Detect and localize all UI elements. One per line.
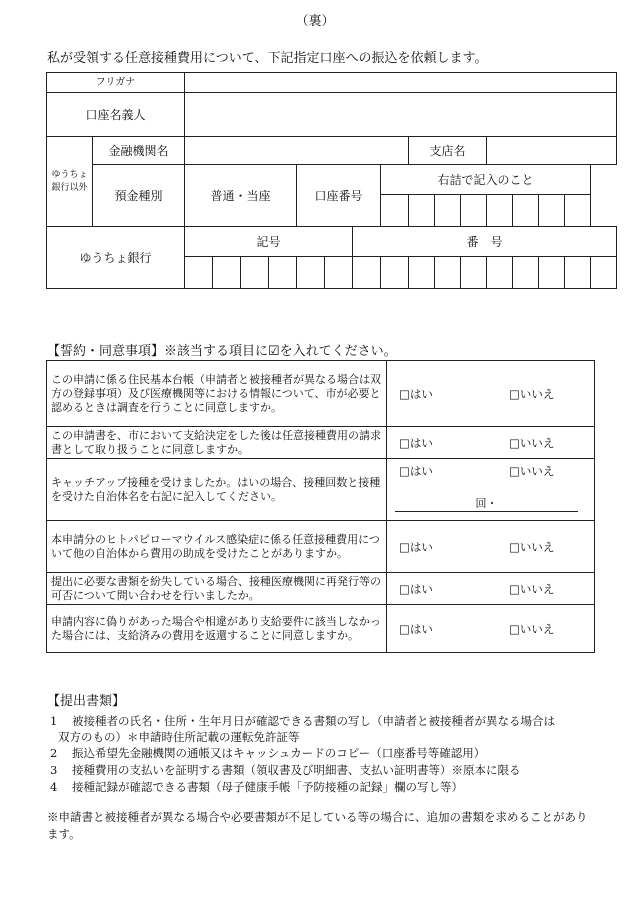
consent-5-no-checkbox[interactable]: □いいえ: [509, 581, 555, 596]
number-digit-9[interactable]: [565, 257, 591, 289]
deposit-type-value[interactable]: 普通・当座: [185, 165, 297, 227]
account-number-digit-2[interactable]: [409, 195, 435, 227]
account-number-digit-5[interactable]: [487, 195, 513, 227]
consent-options-5: [387, 573, 595, 605]
consent-3-no-checkbox[interactable]: □いいえ: [509, 464, 555, 478]
financial-institution-input[interactable]: [185, 137, 409, 165]
symbol-digit-6[interactable]: [325, 257, 353, 289]
account-number-label: 口座番号: [297, 165, 381, 227]
account-number-digit-6[interactable]: [513, 195, 539, 227]
document-item-1: [50, 713, 555, 729]
page-side-label: （裏）: [295, 14, 335, 29]
account-number-digit-1[interactable]: [381, 195, 409, 227]
branch-input[interactable]: [487, 137, 617, 165]
consent-options-1: [387, 361, 595, 427]
consent-2-no-checkbox[interactable]: □いいえ: [509, 435, 555, 450]
number-digit-5[interactable]: [461, 257, 487, 289]
right-align-note: 右詰で記入のこと: [381, 165, 591, 195]
furigana-input[interactable]: [185, 73, 617, 93]
catch-up-count-suffix: 回・: [475, 497, 498, 510]
account-number-digit-4[interactable]: [461, 195, 487, 227]
symbol-digit-1[interactable]: [185, 257, 213, 289]
yucho-label: ゆうちょ銀行: [47, 227, 185, 289]
bank-account-table: [46, 72, 617, 289]
account-holder-input[interactable]: [185, 93, 617, 137]
document-item-4-text: 接種記録が確認できる書類（母子健康手帳「予防接種の記録」欄の写し等）: [72, 780, 463, 794]
consent-question-2: この申請書を、市において支給決定をした後は任意接種費用の請求書として取り扱うことに同意しますか。: [47, 427, 387, 459]
number-label: 番 号: [353, 227, 617, 257]
furigana-label: フリガナ: [47, 73, 185, 93]
account-number-digit-8[interactable]: [565, 195, 591, 227]
consent-options-3: [387, 459, 595, 521]
symbol-label: 記号: [185, 227, 353, 257]
document-item-3-number: 3: [50, 763, 58, 777]
number-digit-7[interactable]: [513, 257, 539, 289]
consent-6-no-checkbox[interactable]: □いいえ: [509, 621, 555, 636]
catch-up-count-field[interactable]: [395, 497, 578, 512]
consent-question-5: 提出に必要な書類を紛失している場合、接種医療機関に再発行等の可否について問い合わせを行いましたか。: [47, 573, 387, 605]
consent-question-6: 申請内容に偽りがあった場合や相違があり支給要件に該当しなかった場合には、支給済みの費用を返還することに同意しますか。: [47, 605, 387, 653]
consent-options-4: [387, 521, 595, 573]
deposit-type-label: 預金種別: [93, 165, 185, 227]
document-item-4-number: 4: [50, 780, 58, 794]
financial-institution-label: 金融機関名: [93, 137, 185, 165]
document-item-2: [50, 745, 485, 761]
non-yucho-label: [47, 137, 93, 227]
consent-5-yes-checkbox[interactable]: □はい: [399, 581, 433, 596]
document-item-2-number: 2: [50, 746, 58, 760]
non-yucho-label-line2: 銀行以外: [51, 182, 88, 193]
symbol-digit-5[interactable]: [297, 257, 325, 289]
documents-heading: 【提出書類】: [47, 694, 126, 709]
document-item-3: [50, 762, 521, 778]
document-item-1-continuation: 双方のもの）＊申請時住所記載の運転免許証等: [58, 730, 300, 744]
symbol-digit-3[interactable]: [241, 257, 269, 289]
consent-4-yes-checkbox[interactable]: □はい: [399, 539, 433, 554]
account-holder-label: 口座名義人: [47, 93, 185, 137]
consent-options-6: [387, 605, 595, 653]
document-item-1-text: 被接種者の氏名・住所・生年月日が確認できる書類の写し（申請者と被接種者が異なる場合は: [72, 714, 555, 728]
consent-6-yes-checkbox[interactable]: □はい: [399, 621, 433, 636]
document-item-1-number: 1: [50, 714, 58, 728]
number-digit-4[interactable]: [435, 257, 461, 289]
number-digit-3[interactable]: [409, 257, 435, 289]
consent-1-yes-checkbox[interactable]: □はい: [399, 386, 433, 401]
number-digit-2[interactable]: [381, 257, 409, 289]
account-number-digit-3[interactable]: [435, 195, 461, 227]
non-yucho-label-line1: ゆうちょ: [51, 169, 88, 180]
account-number-digit-7[interactable]: [539, 195, 565, 227]
symbol-digit-4[interactable]: [269, 257, 297, 289]
number-digit-1[interactable]: [353, 257, 381, 289]
consent-question-4: 本申請分のヒトパピローマウイルス感染症に係る任意接種費用について他の自治体から費用の助成を受けたことがありますか。: [47, 521, 387, 573]
document-item-4: [50, 779, 463, 795]
consent-options-2: [387, 427, 595, 459]
consent-table: [46, 360, 595, 653]
document-item-2-text: 振込希望先金融機関の通帳又はキャッシュカードのコピー（口座番号等確認用）: [72, 746, 486, 760]
document-item-3-text: 接種費用の支払いを証明する書類（領収書及び明細書、支払い証明書等）※原本に限る: [72, 763, 521, 777]
consent-question-1: この申請に係る住民基本台帳（申請者と被接種者が異なる場合は双方の登録事項）及び医療機関等における情報について、市が必要と認めるときは調査を行うことに同意しますか。: [47, 361, 387, 427]
number-digit-10[interactable]: [591, 257, 617, 289]
consent-heading: 【誓約・同意事項】※該当する項目に☑を入れてください。: [47, 344, 397, 359]
footnote: ※申請書と被接種者が異なる場合や必要書類が不足している等の場合に、追加の書類を求めることがあります。: [47, 810, 588, 841]
consent-question-3: キャッチアップ接種を受けましたか。はいの場合、接種回数と接種を受けた自治体名を右記に記入してください。: [47, 459, 387, 521]
intro-text: 私が受領する任意接種費用について、下記指定口座への振込を依頼します。: [47, 51, 488, 66]
consent-2-yes-checkbox[interactable]: □はい: [399, 435, 433, 450]
consent-3-yes-checkbox[interactable]: □はい: [399, 464, 433, 478]
consent-4-no-checkbox[interactable]: □いいえ: [509, 539, 555, 554]
symbol-digit-2[interactable]: [213, 257, 241, 289]
branch-label: 支店名: [409, 137, 487, 165]
number-digit-8[interactable]: [539, 257, 565, 289]
consent-1-no-checkbox[interactable]: □いいえ: [509, 386, 555, 401]
number-digit-6[interactable]: [487, 257, 513, 289]
